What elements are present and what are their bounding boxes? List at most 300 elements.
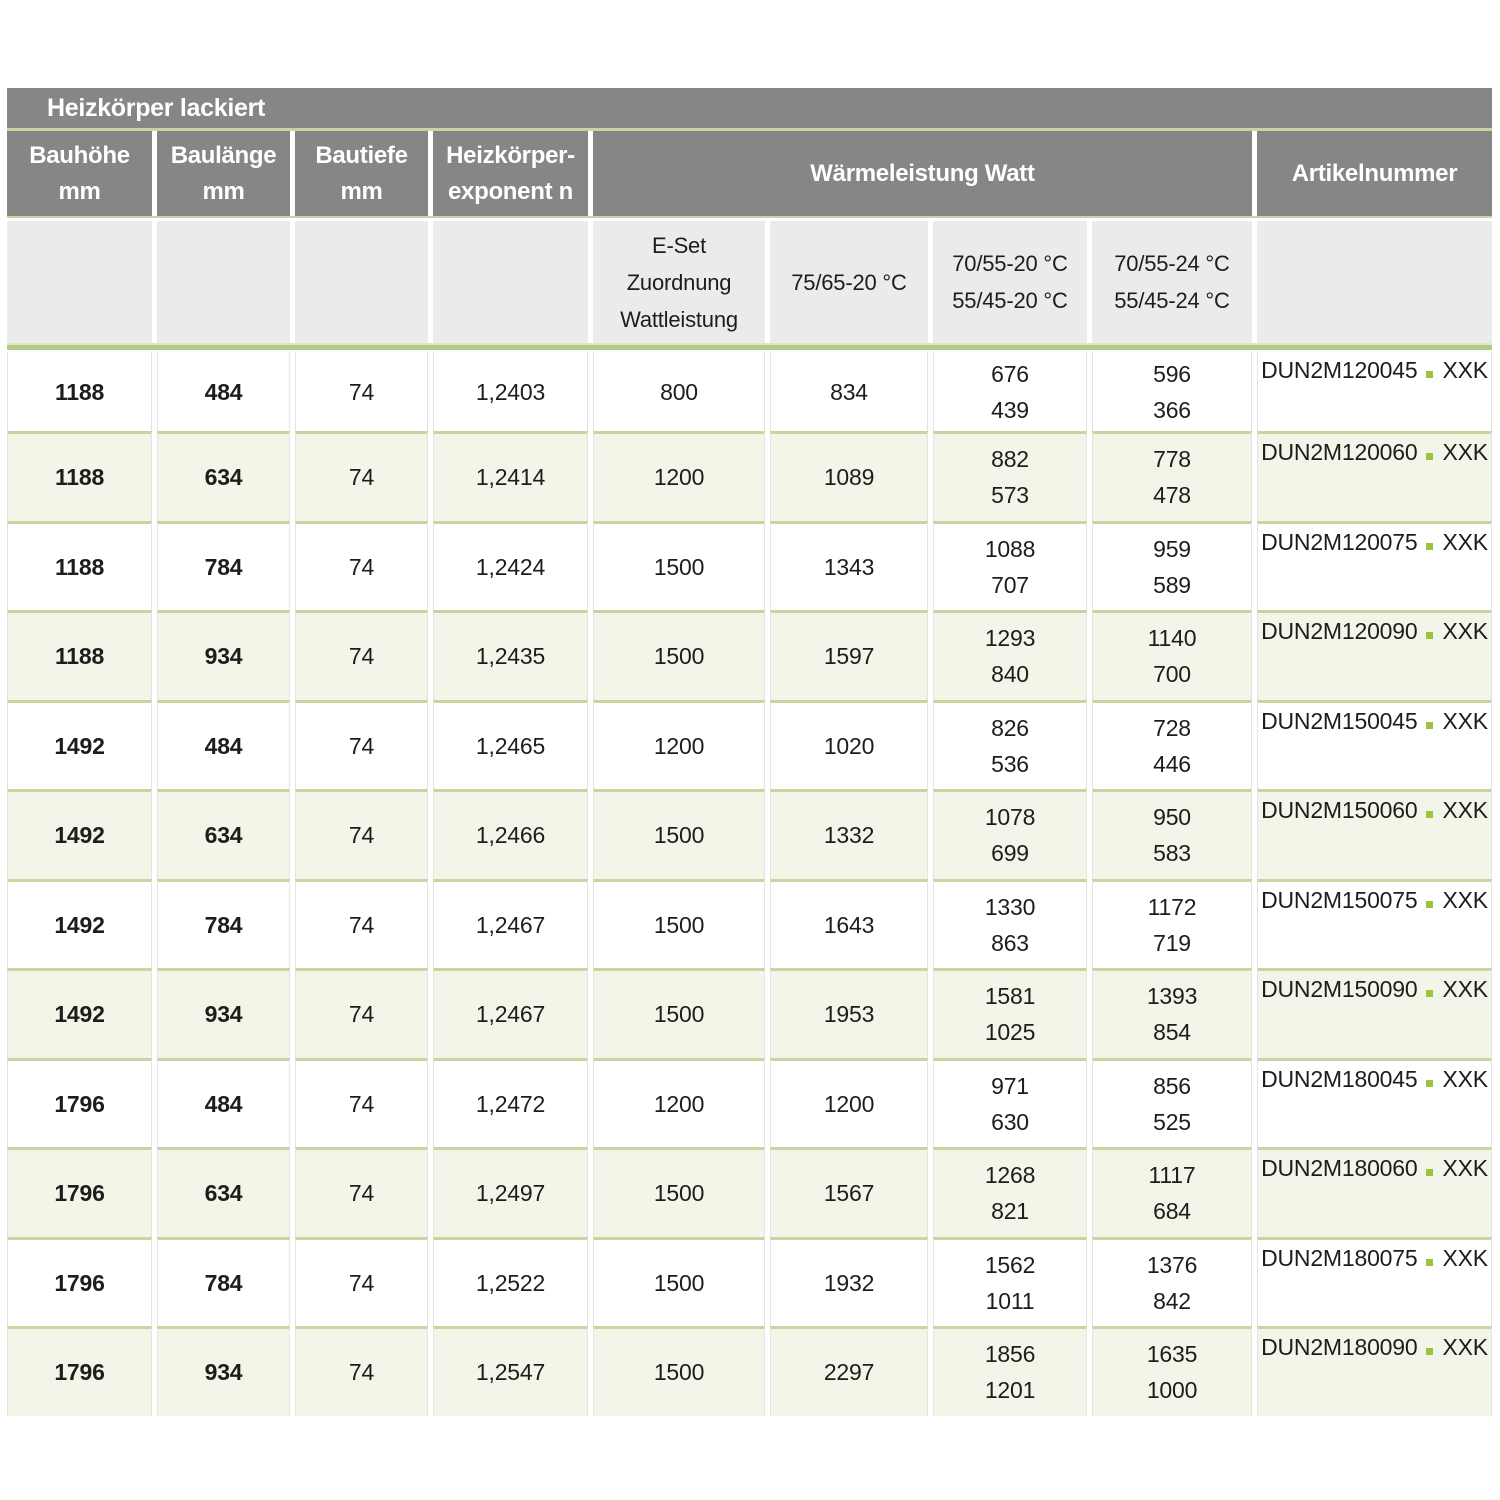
value: 1330: [984, 893, 1036, 920]
cell-bauhoehe: [7, 700, 152, 790]
col-header-bauhoehe: [7, 131, 152, 216]
cell-bauhoehe: [7, 879, 152, 969]
cell-exponent: [433, 879, 588, 969]
value: 74: [348, 1001, 375, 1028]
value: 1500: [653, 822, 705, 849]
cell-watt-70-55-24: [1092, 789, 1252, 879]
cell-watt-70-55-20: [933, 879, 1087, 969]
cell-watt-70-55-20: [933, 789, 1087, 879]
cell-watt-70-55-20: [933, 610, 1087, 700]
cell-eset-watt: [593, 1147, 765, 1237]
cell-eset-watt: [593, 1058, 765, 1148]
green-dot-icon: [1426, 453, 1433, 460]
cell-artikelnummer: [1257, 352, 1492, 431]
value: 1562: [984, 1251, 1036, 1278]
value: 74: [348, 1269, 375, 1296]
value: 439: [991, 396, 1029, 423]
cell-baulaenge: [157, 521, 290, 611]
cell-artikelnummer: [1257, 700, 1492, 790]
value: 1500: [653, 1359, 705, 1386]
cell-artikelnummer: [1257, 1147, 1492, 1237]
col-header-line: Bauhöhe: [29, 141, 130, 169]
value: 634: [204, 1180, 243, 1207]
col-header-line: exponent n: [447, 177, 573, 205]
artikel-code: DUN2M120060: [1261, 439, 1418, 465]
cell-exponent: [433, 968, 588, 1058]
value: 366: [1153, 396, 1191, 423]
value: 630: [991, 1108, 1029, 1135]
cell-watt-75-65-20: [770, 1058, 928, 1148]
value: 1492: [54, 732, 105, 759]
cell-baulaenge: [157, 700, 290, 790]
sub-header-70-55-20: [933, 221, 1087, 343]
value: 1,2424: [475, 553, 546, 580]
value: 784: [204, 911, 243, 938]
value: 1025: [984, 1019, 1036, 1046]
cell-bauhoehe: [7, 352, 152, 431]
value: 1188: [54, 553, 105, 580]
value: 1500: [653, 553, 705, 580]
cell-watt-75-65-20: [770, 879, 928, 969]
sub-header-line: Zuordnung: [626, 269, 732, 295]
cell-bautiefe: [295, 879, 428, 969]
value: 74: [348, 1090, 375, 1117]
col-header-line: Bautiefe: [315, 141, 408, 169]
value: 1581: [984, 983, 1036, 1010]
value: 1597: [823, 643, 875, 670]
artikel-code: DUN2M180060: [1261, 1155, 1418, 1181]
value: 1,2467: [475, 911, 546, 938]
table-row: [7, 1058, 1492, 1148]
artikel-code: DUN2M180090: [1261, 1334, 1418, 1360]
value: 1492: [54, 822, 105, 849]
value: 1293: [984, 625, 1036, 652]
value: 840: [991, 661, 1029, 688]
artikel-suffix: XXK: [1442, 1155, 1488, 1181]
artikel-suffix: XXK: [1442, 357, 1488, 383]
value: 1500: [653, 911, 705, 938]
cell-exponent: [433, 1237, 588, 1327]
table-row: [7, 789, 1492, 879]
value: 700: [1153, 661, 1191, 688]
table-row: [7, 1237, 1492, 1327]
value: 950: [1153, 804, 1191, 831]
artikel-suffix: XXK: [1442, 439, 1488, 465]
table-row: [7, 1147, 1492, 1237]
value: 826: [991, 714, 1029, 741]
cell-watt-70-55-24: [1092, 1147, 1252, 1237]
green-dot-icon: [1426, 632, 1433, 639]
value: 1200: [653, 464, 705, 491]
value: 1268: [984, 1162, 1036, 1189]
cell-watt-75-65-20: [770, 789, 928, 879]
value: 1,2472: [475, 1090, 546, 1117]
value: 74: [348, 464, 375, 491]
cell-bautiefe: [295, 610, 428, 700]
artikel-suffix: XXK: [1442, 1244, 1488, 1271]
cell-bautiefe: [295, 431, 428, 521]
value: 1088: [984, 535, 1036, 562]
cell-bautiefe: [295, 521, 428, 611]
sub-header-line: 75/65-20 °C: [791, 269, 907, 295]
cell-artikelnummer: [1257, 431, 1492, 521]
green-dot-icon: [1426, 1080, 1433, 1087]
col-header-line: mm: [58, 177, 101, 205]
artikel-suffix: XXK: [1442, 886, 1488, 913]
cell-watt-70-55-20: [933, 1237, 1087, 1327]
col-header-exponent: [433, 131, 588, 216]
cell-eset-watt: [593, 1326, 765, 1416]
green-dot-icon: [1426, 722, 1433, 729]
value: 74: [348, 1180, 375, 1207]
cell-watt-75-65-20: [770, 1147, 928, 1237]
artikel-suffix: XXK: [1442, 976, 1488, 1002]
value: 1332: [823, 822, 875, 849]
cell-watt-70-55-24: [1092, 1237, 1252, 1327]
cell-artikelnummer: [1257, 968, 1492, 1058]
table-title-bar: [7, 88, 1492, 128]
value: 1796: [54, 1090, 105, 1117]
value: 525: [1153, 1108, 1191, 1135]
value: 863: [991, 929, 1029, 956]
artikel-code: DUN2M120090: [1261, 618, 1418, 644]
cell-watt-70-55-20: [933, 1058, 1087, 1148]
green-dot-icon: [1426, 901, 1433, 908]
cell-baulaenge: [157, 352, 290, 431]
sub-header-line: E-Set: [651, 232, 707, 258]
cell-bautiefe: [295, 352, 428, 431]
artikel-code: DUN2M150090: [1261, 976, 1418, 1002]
cell-eset-watt: [593, 879, 765, 969]
col-header-bautiefe: [295, 131, 428, 216]
artikel-code: DUN2M150045: [1261, 707, 1418, 734]
cell-eset-watt: [593, 521, 765, 611]
sub-header-eset: [593, 221, 765, 343]
value: 934: [204, 643, 243, 670]
cell-watt-75-65-20: [770, 1237, 928, 1327]
table-row: [7, 700, 1492, 790]
green-dot-icon: [1426, 811, 1433, 818]
value: 1000: [1146, 1377, 1198, 1404]
cell-artikelnummer: [1257, 521, 1492, 611]
cell-baulaenge: [157, 610, 290, 700]
cell-bautiefe: [295, 1237, 428, 1327]
col-header-artikelnummer: [1257, 131, 1492, 216]
cell-exponent: [433, 1326, 588, 1416]
value: 1,2414: [475, 464, 546, 491]
cell-baulaenge: [157, 789, 290, 879]
col-header-baulaenge: [157, 131, 290, 216]
sub-header-empty: [295, 221, 428, 343]
value: 971: [991, 1072, 1029, 1099]
cell-watt-70-55-24: [1092, 879, 1252, 969]
value: 1492: [54, 1001, 105, 1028]
cell-bautiefe: [295, 1058, 428, 1148]
col-header-line: mm: [202, 177, 245, 205]
cell-exponent: [433, 700, 588, 790]
cell-watt-70-55-24: [1092, 521, 1252, 611]
cell-watt-70-55-20: [933, 968, 1087, 1058]
sub-header-row: [7, 221, 1492, 343]
cell-artikelnummer: [1257, 789, 1492, 879]
value: 778: [1153, 446, 1191, 473]
cell-exponent: [433, 1058, 588, 1148]
value: 1,2522: [475, 1269, 546, 1296]
value: 74: [348, 822, 375, 849]
header-separator-line: [7, 216, 1492, 218]
value: 1,2497: [475, 1180, 546, 1207]
value: 74: [348, 1359, 375, 1386]
artikel-suffix: XXK: [1442, 1334, 1488, 1360]
cell-bautiefe: [295, 1147, 428, 1237]
value: 1,2403: [475, 378, 546, 405]
green-dot-icon: [1426, 1169, 1433, 1176]
cell-bautiefe: [295, 789, 428, 879]
cell-watt-75-65-20: [770, 1326, 928, 1416]
cell-baulaenge: [157, 1147, 290, 1237]
value: 1796: [54, 1359, 105, 1386]
value: 1140: [1147, 625, 1197, 652]
cell-watt-75-65-20: [770, 431, 928, 521]
cell-bauhoehe: [7, 1147, 152, 1237]
subheader-separator-band: [7, 343, 1492, 350]
value: 934: [204, 1359, 243, 1386]
cell-watt-70-55-20: [933, 1326, 1087, 1416]
sub-header-line: 55/45-20 °C: [952, 288, 1068, 313]
cell-bauhoehe: [7, 1326, 152, 1416]
cell-eset-watt: [593, 431, 765, 521]
artikel-code: DUN2M120045: [1261, 357, 1418, 383]
value: 1500: [653, 1001, 705, 1028]
value: 784: [204, 553, 243, 580]
cell-bauhoehe: [7, 789, 152, 879]
cell-watt-70-55-24: [1092, 352, 1252, 431]
sub-header-empty: [157, 221, 290, 343]
sub-header-empty: [433, 221, 588, 343]
value: 1200: [653, 1090, 705, 1117]
cell-watt-75-65-20: [770, 521, 928, 611]
cell-eset-watt: [593, 968, 765, 1058]
cell-bautiefe: [295, 1326, 428, 1416]
value: 707: [991, 571, 1029, 598]
table-row: [7, 431, 1492, 521]
cell-exponent: [433, 789, 588, 879]
value: 728: [1153, 714, 1191, 741]
cell-bauhoehe: [7, 521, 152, 611]
col-header-line: Baulänge: [170, 141, 277, 169]
value: 446: [1153, 750, 1191, 777]
value: 684: [1153, 1198, 1191, 1225]
table-row: [7, 610, 1492, 700]
cell-baulaenge: [157, 1058, 290, 1148]
value: 478: [1153, 482, 1191, 509]
artikel-suffix: XXK: [1442, 797, 1488, 823]
cell-bauhoehe: [7, 1058, 152, 1148]
value: 1,2547: [475, 1359, 546, 1386]
value: 484: [204, 1090, 243, 1117]
col-header-waermeleistung: [593, 131, 1252, 216]
cell-watt-75-65-20: [770, 700, 928, 790]
value: 573: [991, 482, 1029, 509]
value: 634: [204, 822, 243, 849]
value: 1932: [823, 1269, 875, 1296]
value: 1200: [823, 1090, 875, 1117]
value: 1796: [54, 1180, 105, 1207]
value: 699: [991, 840, 1029, 867]
cell-bautiefe: [295, 968, 428, 1058]
cell-eset-watt: [593, 700, 765, 790]
value: 1500: [653, 1180, 705, 1207]
value: 74: [348, 911, 375, 938]
cell-baulaenge: [157, 1237, 290, 1327]
cell-watt-75-65-20: [770, 352, 928, 431]
table-title: Heizkörper lackiert: [47, 93, 266, 122]
value: 74: [348, 378, 375, 405]
value: 596: [1153, 360, 1191, 387]
green-dot-icon: [1426, 543, 1433, 550]
value: 1200: [653, 732, 705, 759]
cell-exponent: [433, 1147, 588, 1237]
value: 1,2435: [475, 643, 546, 670]
value: 1,2465: [475, 732, 546, 759]
table-row: [7, 521, 1492, 611]
value: 856: [1153, 1072, 1191, 1099]
value: 1188: [54, 378, 105, 405]
value: 834: [830, 378, 868, 405]
artikel-code: DUN2M180075: [1261, 1244, 1418, 1271]
table-row: [7, 352, 1492, 431]
cell-bauhoehe: [7, 968, 152, 1058]
cell-watt-70-55-24: [1092, 968, 1252, 1058]
value: 676: [991, 360, 1029, 387]
cell-watt-70-55-20: [933, 1147, 1087, 1237]
sub-header-line: 55/45-24 °C: [1114, 288, 1230, 313]
cell-bauhoehe: [7, 610, 152, 700]
cell-baulaenge: [157, 879, 290, 969]
value: 1172: [1147, 893, 1197, 920]
value: 74: [348, 643, 375, 670]
value: 484: [204, 732, 243, 759]
cell-eset-watt: [593, 352, 765, 431]
value: 959: [1153, 535, 1191, 562]
value: 2297: [823, 1359, 875, 1386]
cell-artikelnummer: [1257, 1237, 1492, 1327]
table-body: [7, 352, 1492, 1416]
sub-header-empty: [1257, 221, 1492, 343]
artikel-suffix: XXK: [1442, 707, 1488, 734]
sub-header-line: 70/55-24 °C: [1114, 251, 1230, 276]
green-dot-icon: [1426, 371, 1433, 378]
artikel-suffix: XXK: [1442, 618, 1488, 644]
table-row: [7, 879, 1492, 969]
value: 842: [1153, 1287, 1191, 1314]
value: 1500: [653, 1269, 705, 1296]
cell-baulaenge: [157, 968, 290, 1058]
sub-header-line: Wattleistung: [620, 306, 738, 332]
artikel-code: DUN2M180045: [1261, 1065, 1418, 1092]
value: 1089: [823, 464, 875, 491]
cell-artikelnummer: [1257, 1326, 1492, 1416]
value: 1393: [1146, 983, 1198, 1010]
value: 74: [348, 553, 375, 580]
value: 719: [1153, 929, 1191, 956]
value: 934: [204, 1001, 243, 1028]
cell-eset-watt: [593, 1237, 765, 1327]
radiator-spec-table: [7, 88, 1492, 1416]
cell-artikelnummer: [1257, 879, 1492, 969]
value: 74: [348, 732, 375, 759]
artikel-suffix: XXK: [1442, 1065, 1488, 1092]
table-row: [7, 1326, 1492, 1416]
sub-header-70-55-24: [1092, 221, 1252, 343]
cell-baulaenge: [157, 1326, 290, 1416]
value: 1500: [653, 643, 705, 670]
value: 589: [1153, 571, 1191, 598]
artikel-suffix: XXK: [1442, 528, 1488, 555]
green-dot-icon: [1426, 1259, 1433, 1266]
value: 583: [1153, 840, 1191, 867]
cell-artikelnummer: [1257, 1058, 1492, 1148]
group-header-label: Wärmeleistung Watt: [810, 159, 1035, 187]
cell-bauhoehe: [7, 431, 152, 521]
value: 1,2466: [475, 822, 546, 849]
value: 1,2467: [475, 1001, 546, 1028]
cell-watt-70-55-24: [1092, 1058, 1252, 1148]
value: 1078: [984, 804, 1036, 831]
cell-watt-70-55-24: [1092, 431, 1252, 521]
value: 800: [660, 378, 698, 405]
value: 484: [204, 378, 243, 405]
value: 1492: [54, 911, 105, 938]
header-row: [7, 131, 1492, 216]
value: 1343: [823, 553, 875, 580]
value: 1117: [1148, 1162, 1196, 1189]
value: 1635: [1146, 1341, 1198, 1368]
value: 854: [1153, 1019, 1191, 1046]
value: 1796: [54, 1269, 105, 1296]
sub-header-empty: [7, 221, 152, 343]
value: 1020: [823, 732, 875, 759]
value: 1856: [984, 1341, 1036, 1368]
value: 1188: [54, 643, 105, 670]
col-header-line: mm: [340, 177, 383, 205]
col-header-line: Heizkörper-: [446, 141, 575, 169]
cell-exponent: [433, 610, 588, 700]
value: 1567: [823, 1180, 875, 1207]
value: 1011: [985, 1287, 1035, 1314]
value: 1376: [1146, 1251, 1198, 1278]
cell-exponent: [433, 431, 588, 521]
green-dot-icon: [1426, 990, 1433, 997]
value: 821: [991, 1198, 1029, 1225]
value: 1188: [54, 464, 105, 491]
cell-eset-watt: [593, 610, 765, 700]
cell-watt-75-65-20: [770, 610, 928, 700]
cell-watt-70-55-20: [933, 431, 1087, 521]
cell-bauhoehe: [7, 1237, 152, 1327]
value: 882: [991, 446, 1029, 473]
artikel-code: DUN2M150075: [1261, 886, 1418, 913]
artikel-header-label: Artikelnummer: [1291, 159, 1458, 187]
cell-artikelnummer: [1257, 610, 1492, 700]
table-row: [7, 968, 1492, 1058]
value: 634: [204, 464, 243, 491]
sub-header-line: 70/55-20 °C: [952, 251, 1068, 276]
cell-watt-70-55-20: [933, 352, 1087, 431]
cell-watt-70-55-24: [1092, 700, 1252, 790]
value: 1201: [984, 1377, 1036, 1404]
cell-bautiefe: [295, 700, 428, 790]
